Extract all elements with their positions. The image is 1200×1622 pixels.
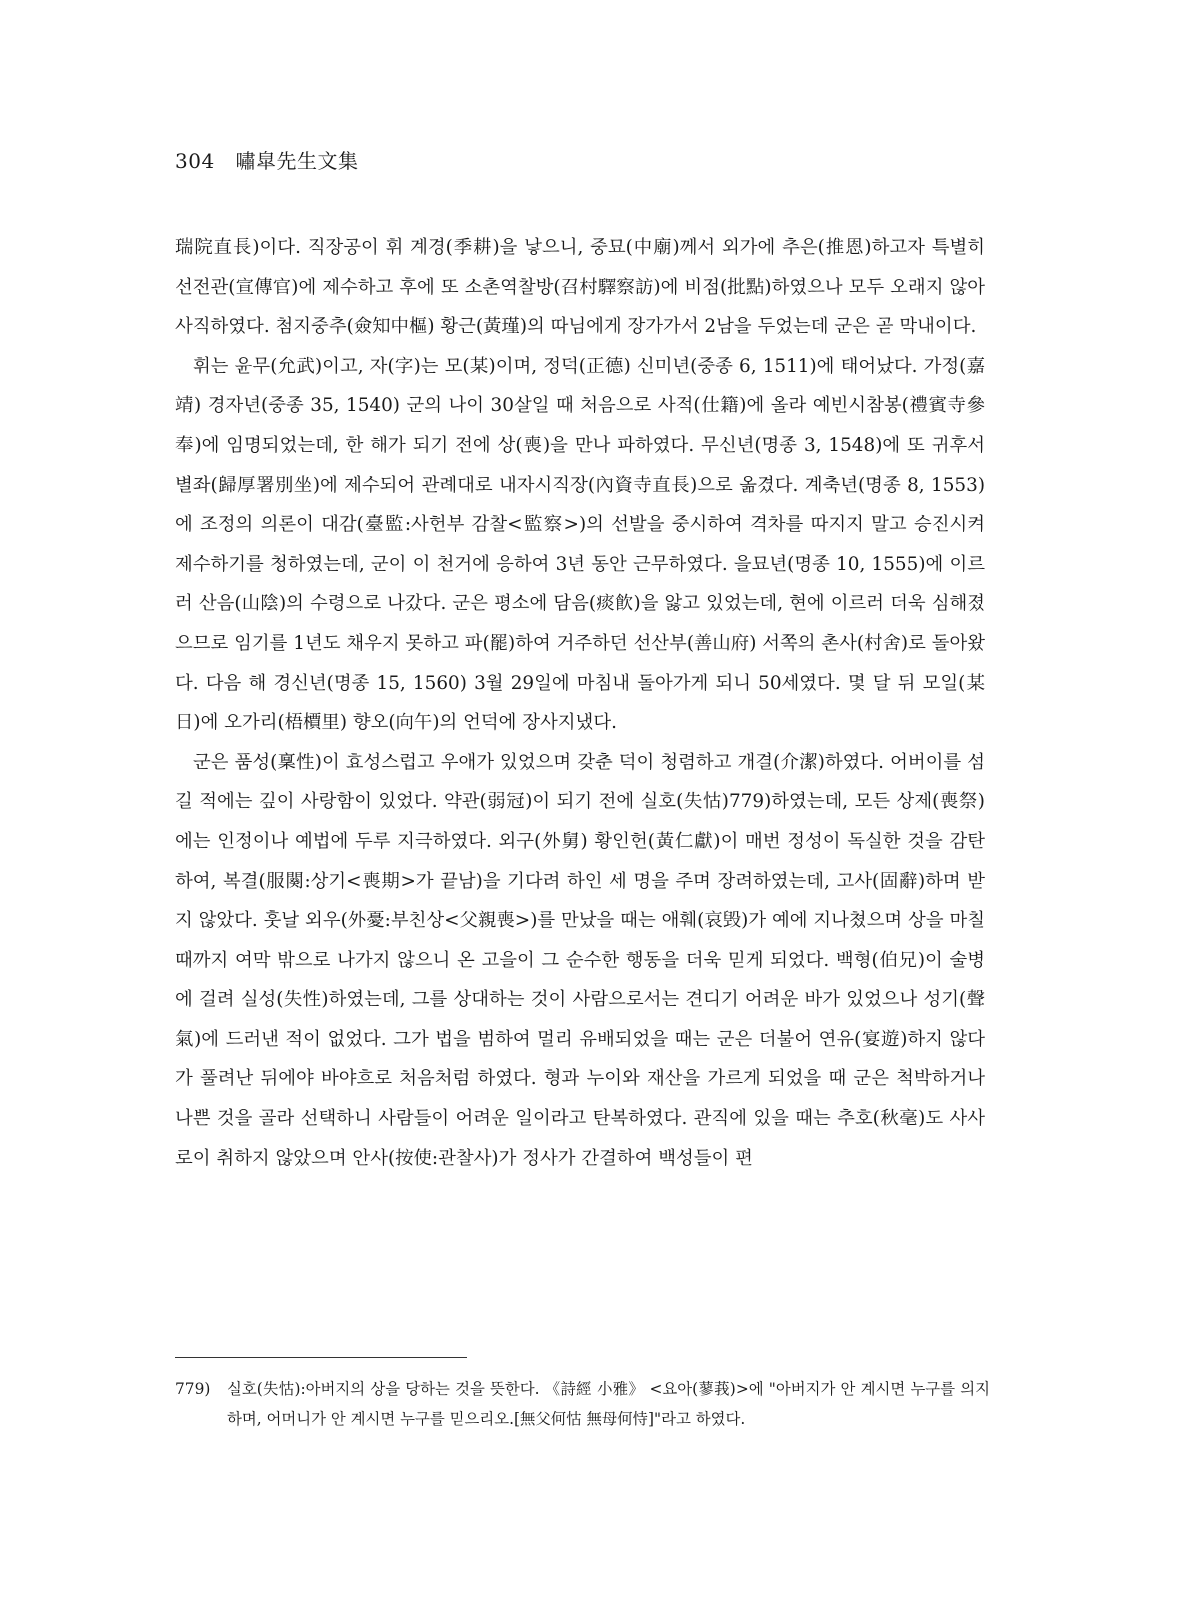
footnote-divider xyxy=(175,1357,467,1358)
body-text xyxy=(175,228,985,1178)
running-header xyxy=(175,145,359,174)
footnote-number: 779) xyxy=(175,1380,211,1398)
paragraph-continued: 瑞院直長)이다. 직장공이 휘 계경(季耕)을 낳으니, 중묘(中廟)께서 외가에 추은(推恩)하고자 특별히 선전관(宣傳官)에 제수하고 후에 또 소촌역찰방(召村驛察訪)에 비점(批點)하였으나 모두 오래지 않아 사직하였다. 첨지중추(僉知中樞) 황근(黃瑾)의 따님에게 장가가서 2남을 두었는데 군은 곧 막내이다. xyxy=(175,237,985,338)
paragraph-biography: 휘는 윤무(允武)이고, 자(字)는 모(某)이며, 정덕(正德) 신미년(중종 6, 1511)에 태어났다. 가정(嘉靖) 경자년(중종 35, 1540) 군의 나이 30살일 때 처음으로 사적(仕籍)에 올라 예빈시참봉(禮賓寺參奉)에 임명되었는데, 한 해가 되기 전에 상(喪)을 만나 파하였다. 무신년(명종 3, 1548)에 또 귀후서별좌(歸厚署別坐)에 제수되어 관례대로 내자시직장(內資寺直長)으로 옮겼다. 계축년(명종 8, 1553)에 조정의 의론이 대감(臺監:사헌부 감찰<監察>)의 선발을 중시하여 격차를 따지지 말고 승진시켜 제수하기를 청하였는데, 군이 이 천거에 응하여 3년 동안 근무하였다. 을묘년(명종 10, 1555)에 이르러 산음(山陰)의 수령으로 나갔다. 군은 평소에 담음(痰飮)을 앓고 있었는데, 현에 이르러 더욱 심해졌으므로 임기를 1년도 채우지 못하고 파(罷)하여 거주하던 선산부(善山府) 서쪽의 촌사(村舍)로 돌아왔다. 다음 해 경신년(명종 15, 1560) 3월 29일에 마침내 돌아가게 되니 50세였다. 몇 달 뒤 모일(某日)에 오가리(梧檟里) 향오(向午)의 언덕에 장사지냈다. xyxy=(175,355,985,734)
footnote-text: 실호(失怙):아버지의 상을 당하는 것을 뜻한다. 《詩經 小雅》 <요아(蓼莪)>에 "아버지가 안 계시면 누구를 의지하며, 어머니가 안 계시면 누구를 믿으리오.[無父何怙 無母何恃]"라고 하였다. xyxy=(227,1380,990,1428)
footnote xyxy=(175,1374,990,1434)
book-title: 嘯皐先生文集 xyxy=(235,149,359,173)
paragraph-character: 군은 품성(稟性)이 효성스럽고 우애가 있었으며 갖춘 덕이 청렴하고 개결(介潔)하였다. 어버이를 섬길 적에는 깊이 사랑함이 있었다. 약관(弱冠)이 되기 전에 실호(失怙)779)하였는데, 모든 상제(喪祭)에는 인정이나 예법에 두루 지극하였다. 외구(外舅) 황인헌(黃仁獻)이 매번 정성이 독실한 것을 감탄하여, 복결(服闋:상기<喪期>가 끝남)을 기다려 하인 세 명을 주며 장려하였는데, 고사(固辭)하며 받지 않았다. 훗날 외우(外憂:부친상<父親喪>)를 만났을 때는 애훼(哀毁)가 예에 지나쳤으며 상을 마칠 때까지 여막 밖으로 나가지 않으니 온 고을이 그 순수한 행동을 더욱 믿게 되었다. 백형(伯兄)이 술병에 걸려 실성(失性)하였는데, 그를 상대하는 것이 사람으로서는 견디기 어려운 바가 있었으나 성기(聲氣)에 드러낸 적이 없었다. 그가 법을 범하여 멀리 유배되었을 때는 군은 더불어 연유(宴遊)하지 않다가 풀려난 뒤에야 바야흐로 처음처럼 하였다. 형과 누이와 재산을 가르게 되었을 때 군은 척박하거나 나쁜 것을 골라 선택하니 사람들이 어려운 일이라고 탄복하였다. 관직에 있을 때는 추호(秋毫)도 사사로이 취하지 않았으며 안사(按使:관찰사)가 정사가 간결하여 백성들이 편 xyxy=(175,751,985,1169)
page-number: 304 xyxy=(175,149,215,173)
